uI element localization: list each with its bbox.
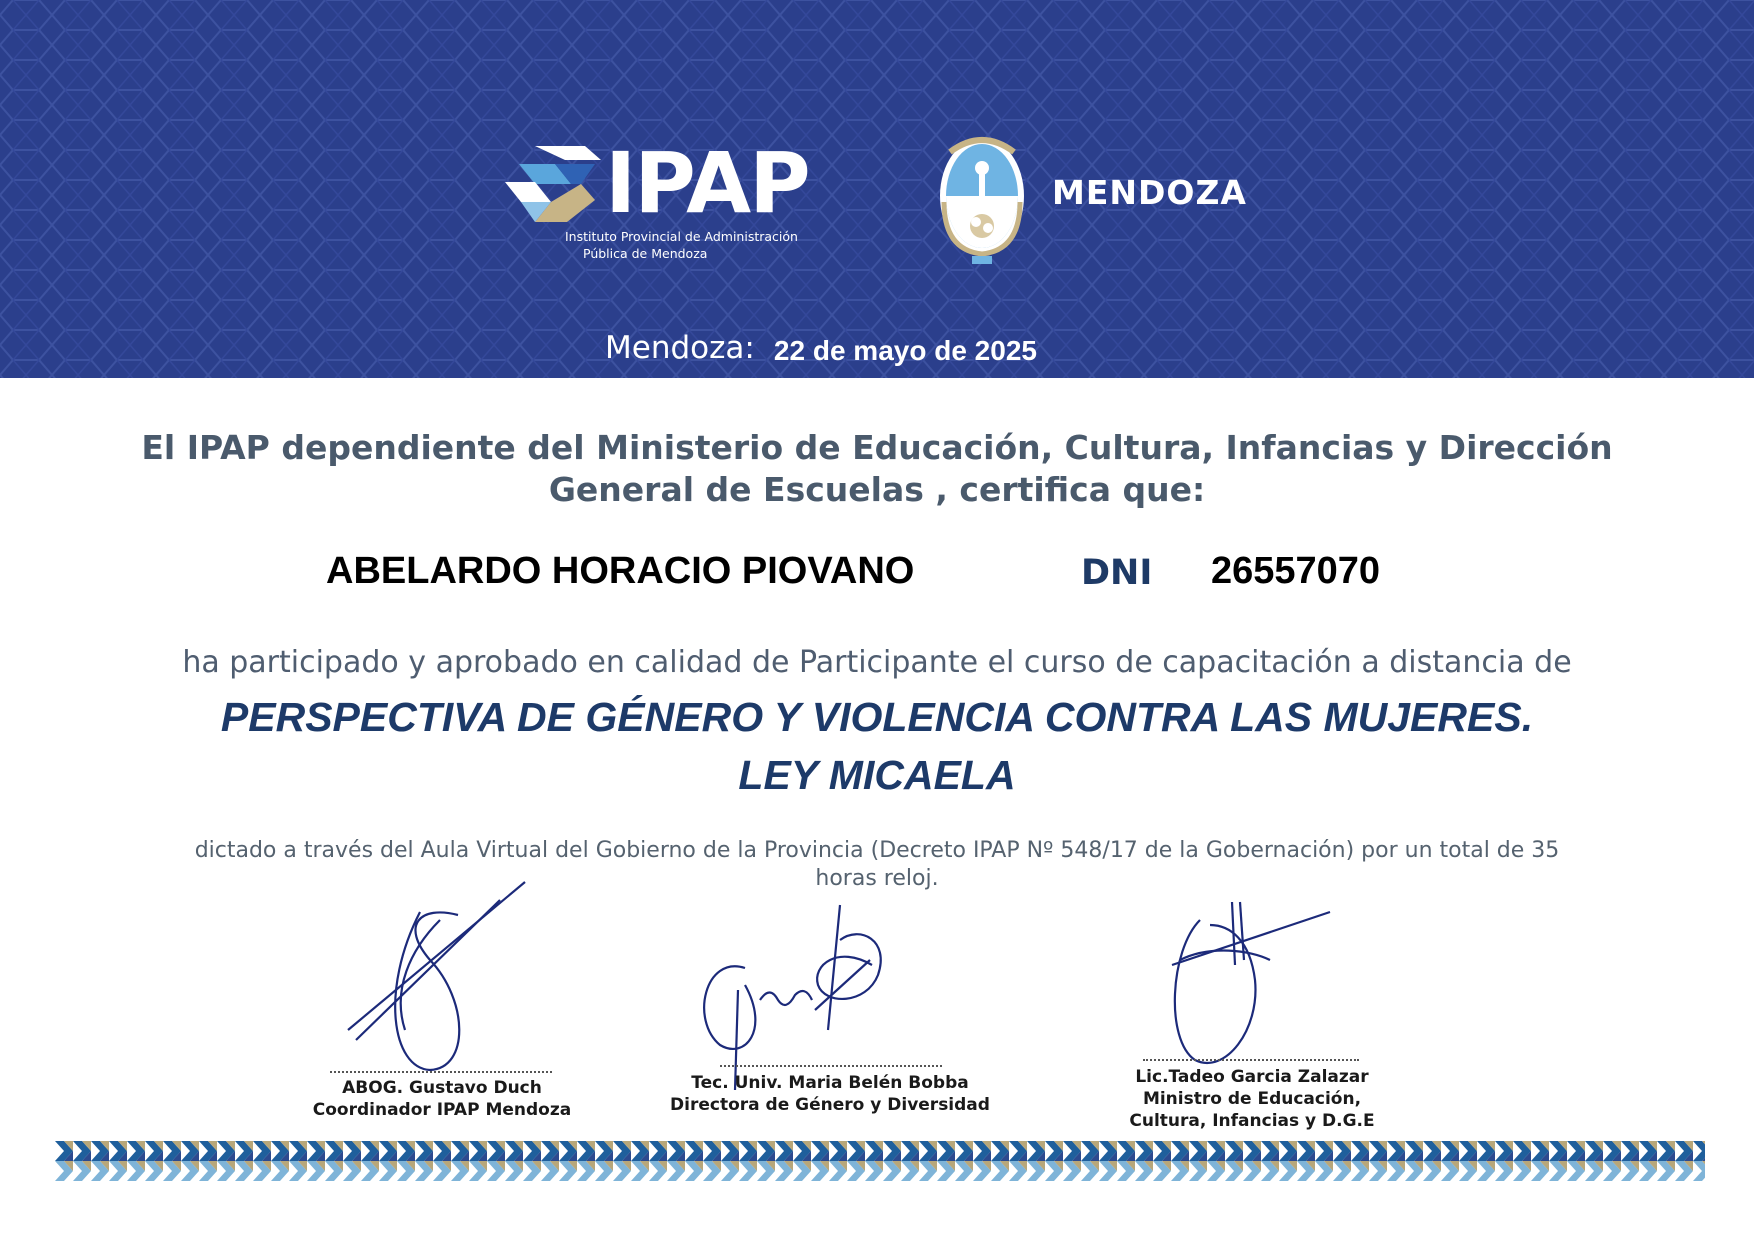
ipap-subtitle-line2: Pública de Mendoza [583,246,708,261]
intro-line1: El IPAP dependiente del Ministerio de Educación, Cultura, Infancias y Dirección [141,428,1613,467]
signature-block-1 [300,1077,584,1121]
signature-line-2 [720,1065,942,1067]
banner-pattern [0,0,1754,378]
decorative-border [55,1141,1705,1181]
participation-text: ha participado y aprobado en calidad de Participante el curso de capacitación a distancia de [182,645,1572,680]
mendoza-shield-icon [936,132,1028,266]
header-banner [0,0,1754,378]
ipap-cube-icon [505,146,605,222]
signer-3-name: Lic.Tadeo Garcia Zalazar [1135,1067,1369,1087]
signer-3-role-line1: Ministro de Educación, [1142,1089,1362,1109]
ipap-subtitle-line1: Instituto Provincial de Administración [565,229,798,244]
signer-2-role: Directora de Género y Diversidad [670,1095,990,1115]
signature-2-scribble [704,905,881,1090]
signature-block-2 [660,1072,1000,1116]
signer-3-role-line2: Cultura, Infancias y D.G.E [1129,1111,1375,1131]
intro-line2: General de Escuelas , certifica que: [548,470,1206,509]
date-label: Mendoza: [605,330,755,366]
ipap-logo [505,134,835,270]
issue-date-row [605,330,1037,366]
signature-line-3 [1143,1059,1359,1061]
course-title-line2: LEY MICAELA [738,752,1016,798]
person-name: ABELARDO HORACIO PIOVANO [326,550,915,592]
certificate-intro [80,427,1674,511]
signature-1-scribble [348,882,525,1070]
dictated-line1: dictado a través del Aula Virtual del Gobierno de la Provincia (Decreto IPAP Nº 548/17 de la Gobernación) por un total de 35 [194,838,1560,863]
dictated-text [150,837,1604,893]
dni-value: 26557070 [1211,550,1381,592]
signature-3-scribble [1172,902,1330,1063]
ipap-wordmark: IPAP [605,134,809,232]
signer-2-name: Tec. Univ. Maria Belén Bobba [691,1073,969,1093]
course-title-line1: PERSPECTIVA DE GÉNERO Y VIOLENCIA CONTRA LAS MUJERES. [220,694,1534,740]
course-title [60,688,1694,804]
signature-block-3 [1100,1066,1404,1132]
signer-1-name: ABOG. Gustavo Duch [342,1078,542,1098]
mendoza-wordmark: MENDOZA [1052,173,1247,212]
date-value: 22 de mayo de 2025 [773,335,1037,366]
dni-label: DNI [1081,553,1153,593]
dictated-line2: horas reloj. [815,866,939,891]
signature-line-1 [330,1071,552,1073]
ipap-subtitle [565,228,798,262]
signer-1-role: Coordinador IPAP Mendoza [312,1100,572,1120]
